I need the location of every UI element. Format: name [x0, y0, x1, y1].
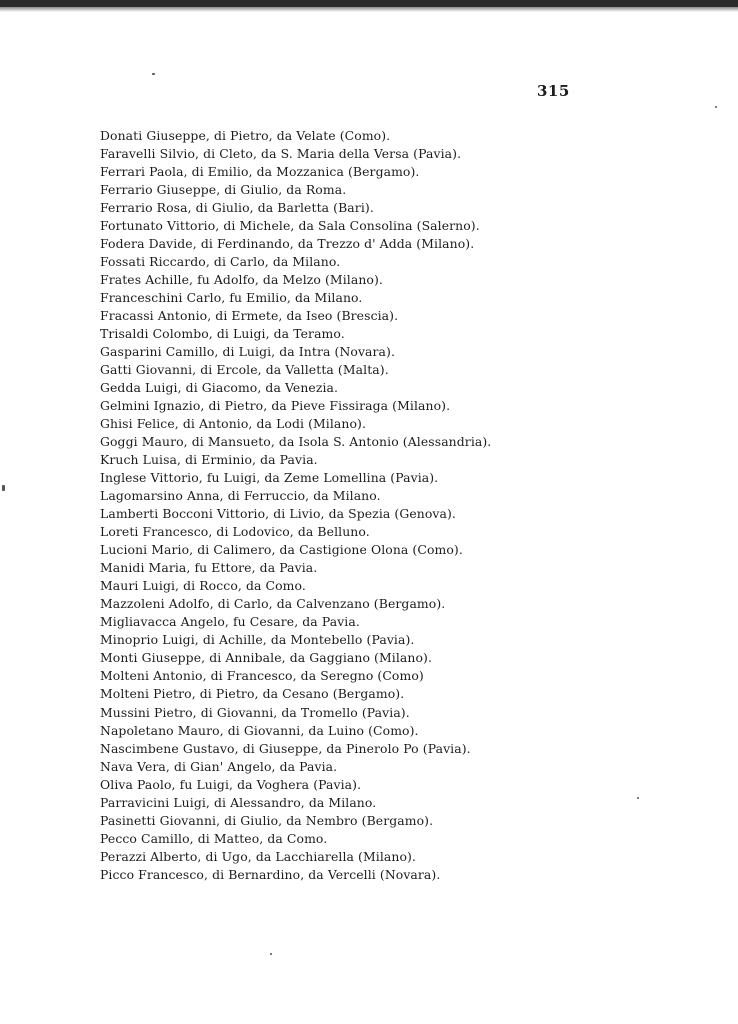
list-item: Fortunato Vittorio, di Michele, da Sala Consolina (Salerno).	[100, 218, 480, 234]
list-item: Kruch Luisa, di Erminio, da Pavia.	[100, 452, 318, 468]
page-number: 315	[537, 82, 570, 100]
scan-speck	[2, 485, 5, 491]
list-item: Migliavacca Angelo, fu Cesare, da Pavia.	[100, 614, 360, 630]
list-item: Minoprio Luigi, di Achille, da Montebello (Pavia).	[100, 632, 415, 648]
list-item: Napoletano Mauro, di Giovanni, da Luino (Como).	[100, 722, 419, 738]
list-item: Pasinetti Giovanni, di Giulio, da Nembro (Bergamo).	[100, 812, 434, 828]
list-item: Lamberti Bocconi Vittorio, di Livio, da Spezia (Genova).	[100, 506, 456, 522]
list-item: Goggi Mauro, di Mansueto, da Isola S. Antonio (Alessandria).	[100, 434, 492, 450]
list-item: Faravelli Silvio, di Cleto, da S. Maria della Versa (Pavia).	[100, 146, 462, 162]
scan-top-shadow	[0, 7, 738, 12]
list-item: Fodera Davide, di Ferdinando, da Trezzo d' Adda (Milano).	[100, 236, 475, 252]
name-list	[100, 127, 491, 884]
list-item: Pecco Camillo, di Matteo, da Como.	[100, 830, 328, 846]
list-item: Loreti Francesco, di Lodovico, da Belluno.	[100, 524, 370, 540]
list-item: Ferrario Rosa, di Giulio, da Barletta (Bari).	[100, 200, 374, 216]
list-item: Donati Giuseppe, di Pietro, da Velate (Como).	[100, 128, 391, 143]
scan-speck	[715, 106, 717, 108]
list-item: Inglese Vittorio, fu Luigi, da Zeme Lomellina (Pavia).	[100, 470, 439, 486]
list-item: Oliva Paolo, fu Luigi, da Voghera (Pavia).	[100, 776, 362, 792]
list-item: Gelmini Ignazio, di Pietro, da Pieve Fissiraga (Milano).	[100, 398, 451, 414]
list-item: Ghisi Felice, di Antonio, da Lodi (Milano).	[100, 416, 367, 432]
scan-speck	[270, 953, 272, 955]
list-item: Mussini Pietro, di Giovanni, da Tromello (Pavia).	[100, 704, 410, 720]
list-item: Manidi Maria, fu Ettore, da Pavia.	[100, 560, 318, 576]
list-item: Monti Giuseppe, di Annibale, da Gaggiano (Milano).	[100, 650, 432, 666]
list-item: Gasparini Camillo, di Luigi, da Intra (Novara).	[100, 344, 396, 360]
scan-top-edge	[0, 0, 738, 7]
list-item: Nascimbene Gustavo, di Giuseppe, da Pinerolo Po (Pavia).	[100, 740, 471, 756]
list-item: Ferrari Paola, di Emilio, da Mozzanica (Bergamo).	[100, 164, 420, 180]
list-item: Franceschini Carlo, fu Emilio, da Milano.	[100, 290, 363, 306]
list-item: Trisaldi Colombo, di Luigi, da Teramo.	[100, 326, 345, 342]
list-item: Mazzoleni Adolfo, di Carlo, da Calvenzano (Bergamo).	[100, 596, 446, 612]
scan-speck	[637, 797, 639, 799]
list-item: Frates Achille, fu Adolfo, da Melzo (Milano).	[100, 272, 383, 288]
list-item: Molteni Antonio, di Francesco, da Seregno (Como)	[100, 668, 424, 684]
scan-speck	[152, 73, 155, 75]
list-item: Molteni Pietro, di Pietro, da Cesano (Bergamo).	[100, 686, 405, 702]
list-item: Lucioni Mario, di Calimero, da Castigione Olona (Como).	[100, 542, 463, 558]
list-item: Picco Francesco, di Bernardino, da Vercelli (Novara).	[100, 866, 441, 882]
list-item: Parravicini Luigi, di Alessandro, da Milano.	[100, 794, 377, 810]
list-item: Gatti Giovanni, di Ercole, da Valletta (Malta).	[100, 362, 389, 378]
list-item: Mauri Luigi, di Rocco, da Como.	[100, 578, 306, 594]
list-item: Nava Vera, di Gian' Angelo, da Pavia.	[100, 758, 338, 774]
list-item: Perazzi Alberto, di Ugo, da Lacchiarella (Milano).	[100, 848, 416, 864]
list-item: Ferrario Giuseppe, di Giulio, da Roma.	[100, 182, 347, 198]
list-item: Gedda Luigi, di Giacomo, da Venezia.	[100, 380, 339, 396]
list-item: Fossati Riccardo, di Carlo, da Milano.	[100, 254, 341, 270]
list-item: Fracassi Antonio, di Ermete, da Iseo (Brescia).	[100, 308, 399, 324]
list-item: Lagomarsino Anna, di Ferruccio, da Milano.	[100, 488, 381, 504]
